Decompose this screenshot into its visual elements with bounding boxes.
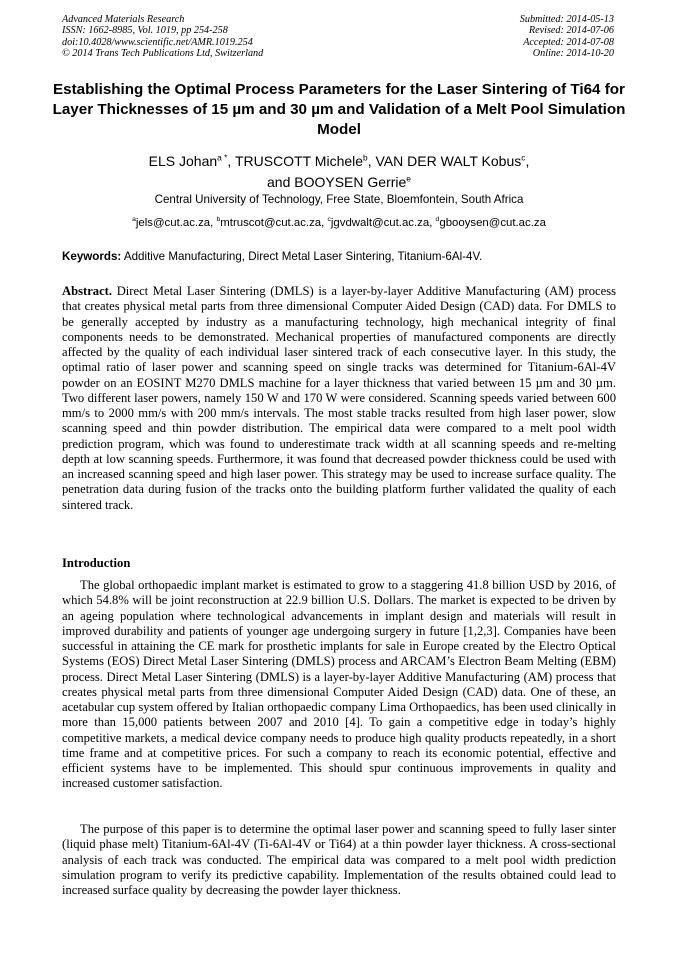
abstract bbox=[62, 284, 616, 513]
keywords bbox=[62, 250, 616, 264]
email-separator: , bbox=[321, 217, 328, 229]
email-address: jgvdwalt@cut.ac.za bbox=[330, 217, 430, 229]
email-address: gbooysen@cut.ac.za bbox=[439, 217, 546, 229]
body-paragraph: The purpose of this paper is to determine the optimal laser power and scanning speed to fully laser sinter (liquid phase melt) Titanium-6Al-4V (Ti-6Al-4V or Ti64) at a thin powder layer thickness. A cross-sectional analysis of each track was conducted. The empirical data was compared to a melt pool width prediction simulation program to verify its predictive capability. Implementation of the results obtained could lead to increased surface quality by decreasing the powder layer thickness. bbox=[62, 822, 616, 897]
paper-title: Establishing the Optimal Process Parameters for the Laser Sintering of Ti64 for Layer Thicknesses of 15 µm and 30 µm and Validation of a Melt Pool Simulation Model bbox=[52, 81, 626, 138]
email-mark: b bbox=[216, 216, 221, 224]
journal-issn: ISSN: 1662-8985, Vol. 1019, pp 254-258 bbox=[62, 25, 228, 37]
email-address: mtruscot@cut.ac.za bbox=[220, 217, 322, 229]
author-name: ELS Johan bbox=[148, 153, 218, 169]
keywords-text: Additive Manufacturing, Direct Metal Laser Sintering, Titanium-6Al-4V. bbox=[123, 250, 483, 263]
author-mark: c bbox=[521, 152, 526, 163]
email-separator: , bbox=[210, 217, 217, 229]
email-list bbox=[62, 216, 616, 230]
author-separator: , bbox=[227, 153, 235, 169]
journal-copyright: © 2014 Trans Tech Publications Ltd, Switzerland bbox=[62, 48, 264, 60]
author-list bbox=[62, 151, 616, 193]
author-name: VAN DER WALT Kobus bbox=[375, 153, 522, 169]
author-separator: , bbox=[525, 153, 530, 169]
author-name: TRUSCOTT Michele bbox=[234, 153, 364, 169]
email-mark: c bbox=[327, 216, 331, 224]
email-mark: a bbox=[132, 216, 136, 224]
abstract-label: Abstract. bbox=[62, 284, 113, 298]
author-name: and BOOYSEN Gerrie bbox=[267, 174, 407, 190]
email-address: jels@cut.ac.za bbox=[135, 217, 211, 229]
keywords-label: Keywords: bbox=[62, 250, 122, 263]
email-separator: , bbox=[429, 217, 436, 229]
journal-doi: doi:10.4028/www.scientific.net/AMR.1019.254 bbox=[62, 36, 253, 48]
email-mark: d bbox=[435, 216, 440, 224]
journal-info bbox=[62, 14, 263, 60]
author-mark: e bbox=[406, 173, 411, 184]
date-submitted: Submitted: 2014-05-13 bbox=[519, 14, 614, 25]
section-heading: Introduction bbox=[62, 556, 131, 570]
author-separator: , bbox=[367, 153, 376, 169]
author-mark: a * bbox=[217, 152, 228, 163]
abstract-text: Direct Metal Laser Sintering (DMLS) is a layer-by-layer Additive Manufacturing (AM) process that creates physical metal parts from three dimensional Computer Aided Design (CAD) data. For DMLS to be generally accepted by industry as a manufacturing technology, high mechanical integrity of final components needs to be demonstrated. Mechanical properties of manufactured components are directly affected by the quality of each individual laser sintered track of each consecutive layer. In this study, the optimal ratio of laser power and scanning speed on single tracks was determined for Titanium-6Al-4V powder on an EOSINT M270 DMLS machine for a layer thickness that varied between 15 µm and 30 µm. Two different laser powers, namely 150 W and 170 W were considered. Scanning speeds varied between 600 mm/s to 2000 mm/s with 200 mm/s intervals. The most stable tracks resulted from high laser power, slow scanning speed and thin powder distribution. The empirical data were compared to a melt pool width prediction program, which was found to underestimate track width at all scanning speeds and re-melting depth at low scanning speeds. Furthermore, it was found that decreased powder thickness could be used with an increased scanning speed and high laser power. This strategy may be used to increase surface quality. The penetration data during fusion of the tracks onto the building platform further validated the quality of each sintered track. bbox=[62, 284, 617, 512]
date-revised: Revised: 2014-07-06 bbox=[528, 25, 614, 37]
date-online: Online: 2014-10-20 bbox=[532, 48, 614, 60]
body-paragraph: The global orthopaedic implant market is estimated to grow to a staggering 41.8 billion USD by 2016, of which 54.8% will be joint reconstruction at 22.9 billion U.S. Dollars. The market is expected to be driven by an ageing population where technological advancements in implant design and materials will result in improved durability and patients of younger age undergoing surgery in future [1,2,3]. Companies have been successful in attaining the CE mark for prosthetic implants for sale in Europe created by the Electro Optical Systems (EOS) Direct Metal Laser Sintering (DMLS) process and ARCAM’s Electron Beam Melting (EBM) process. Direct Metal Laser Sintering (DMLS) is a layer-by-layer Additive Manufacturing (AM) process that creates physical metal parts from three dimensional Computer Aided Design (CAD) data. One of these, an acetabular cup system offered by Italian orthopaedic company Lima Orthopaedics, has been used clinically in more than 15,000 patients between 2007 and 2010 [4]. To gain a competitive edge in today’s highly competitive markets, a medical device company needs to produce high quality products repeatedly, in a short time frame and at competitive prices. For such a company to reach its economic potential, effective and efficient systems have to be implemented. This should spur continuous improvements in quality and increased customer satisfaction. bbox=[62, 578, 616, 791]
journal-name: Advanced Materials Research bbox=[62, 14, 185, 25]
publication-dates bbox=[520, 14, 614, 60]
date-accepted: Accepted: 2014-07-08 bbox=[523, 36, 614, 48]
author-mark: b bbox=[363, 152, 368, 163]
affiliation: Central University of Technology, Free State, Bloemfontein, South Africa bbox=[154, 193, 524, 206]
